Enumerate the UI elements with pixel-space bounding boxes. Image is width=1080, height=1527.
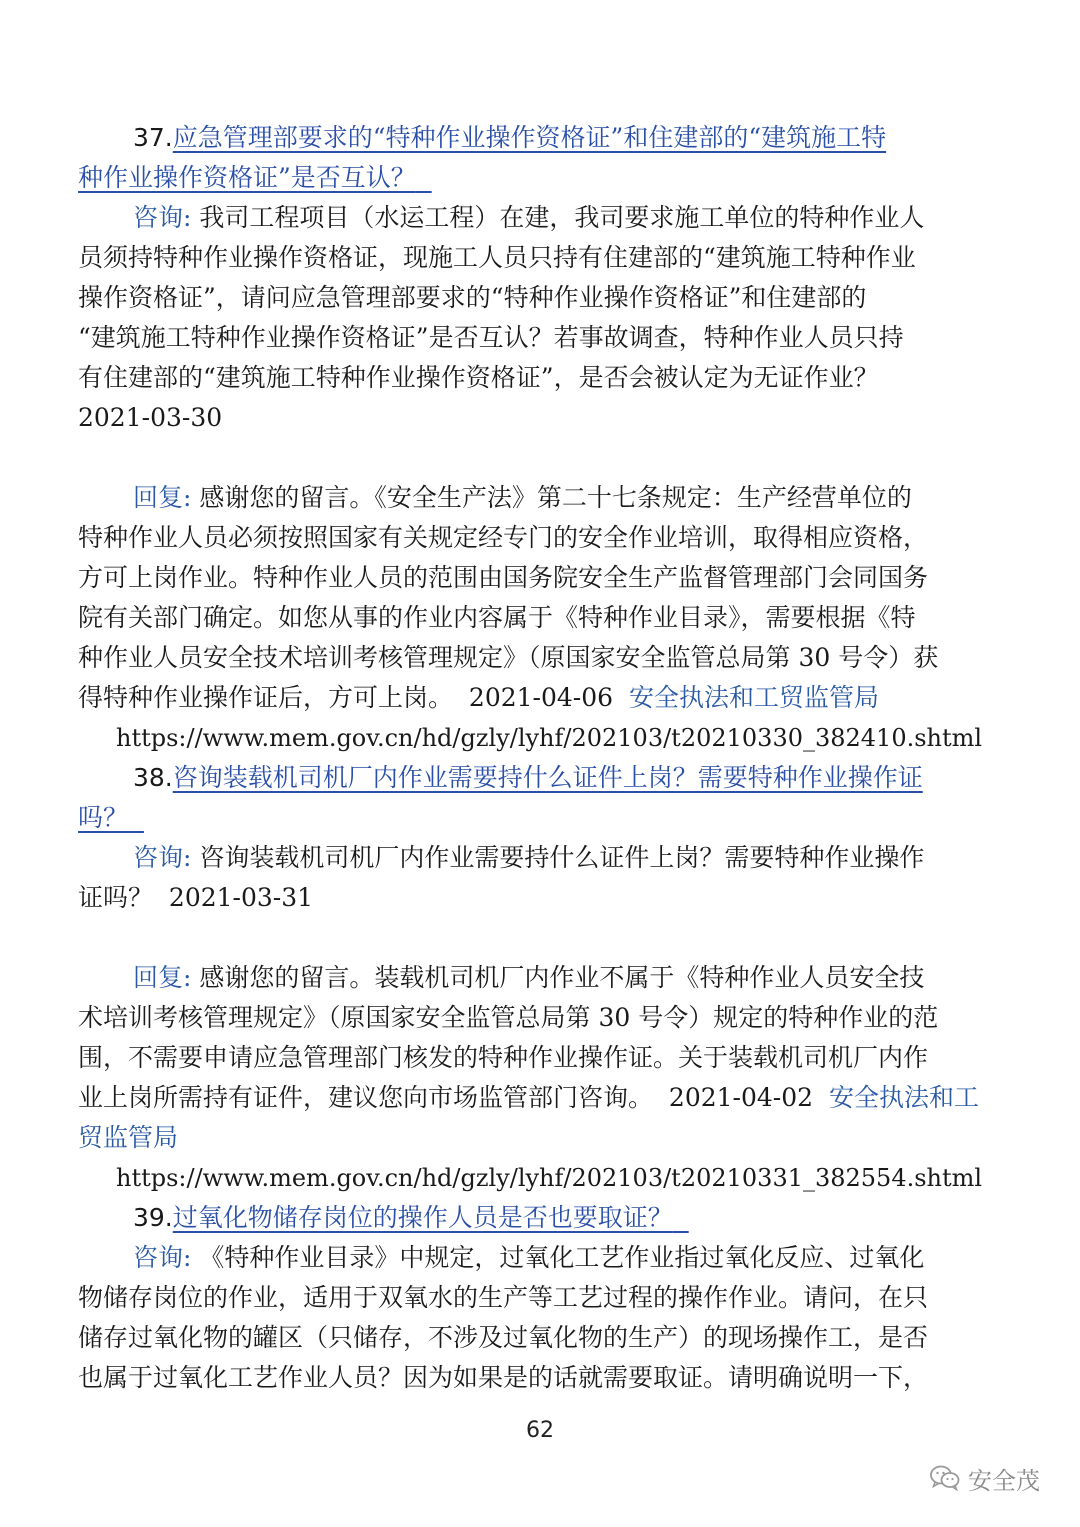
q38-reply-line-3: 围，不需要申请应急管理部门核发的特种作业操作证。关于装载机司机厂内作 [78, 1043, 929, 1072]
q37-reply-line-4: 院有关部门确定。如您从事的作业内容属于《特种作业目录》，需要根据《特 [78, 603, 916, 632]
q38-reply-line-5 [78, 1118, 1008, 1158]
q38-reply-text: 感谢您的留言。装载机司机厂内作业不属于《特种作业人员安全技 [199, 963, 925, 992]
q38-reply-dept-cont: 贸监管局 [78, 1123, 179, 1152]
q38-reply-line-2: 术培训考核管理规定》（原国家安全监管总局第 30 号令）规定的特种作业的范 [78, 1003, 939, 1032]
q37-consult-text: 我司工程项目（水运工程）在建，我司要求施工单位的特种作业人 [199, 203, 925, 232]
q37-title-link-cont[interactable]: 种作业操作资格证”是否互认？ [78, 163, 416, 192]
q39-title-link[interactable]: 过氧化物储存岗位的操作人员是否也要取证？ [172, 1203, 673, 1232]
q39-consult-line-4: 也属于过氧化工艺作业人员？因为如果是的话就需要取证。请明确说明一下， [78, 1363, 929, 1392]
q37-reply-dept: 安全执法和工贸监管局 [628, 683, 879, 712]
q37-reply-line-6 [78, 678, 1008, 718]
q38-reply-line-4 [78, 1078, 1008, 1118]
q37-title-line-2 [78, 158, 1008, 198]
q37-consult-label: 咨询: [133, 203, 192, 232]
q37-source-url[interactable]: https://www.mem.gov.cn/hd/gzly/lyhf/202103/t20210330_382410.shtml [116, 724, 983, 752]
q38-consult-text-end: 证吗？ [78, 883, 154, 912]
q37-reply-label: 回复: [133, 483, 192, 512]
q37-title-line-1 [133, 118, 1063, 158]
q37-consult-line-4: “建筑施工特种作业操作资格证”是否互认？若事故调查，特种作业人员只持 [78, 323, 904, 352]
q37-reply-date: 2021-04-06 [468, 683, 614, 712]
q37-reply-text-end: 得特种作业操作证后，方可上岗。 [78, 683, 454, 712]
q38-consult-line-2 [78, 878, 1008, 918]
q37-reply-line-1 [133, 478, 1063, 518]
q37-consult-line-1 [133, 198, 1063, 238]
q37-consult-line-5: 有住建部的“建筑施工特种作业操作资格证”，是否会被认定为无证作业？ [78, 363, 879, 392]
q39-consult-line-1 [133, 1238, 1063, 1278]
q38-consult-text: 咨询装载机司机厂内作业需要持什么证件上岗？需要特种作业操作 [199, 843, 925, 872]
q38-consult-line-1 [133, 838, 1063, 878]
q39-number: 39. [133, 1203, 173, 1232]
q38-reply-dept: 安全执法和工 [828, 1083, 979, 1112]
watermark [930, 1458, 1040, 1498]
q38-reply-label: 回复: [133, 963, 192, 992]
q38-title-line-1 [133, 758, 1063, 798]
q37-number: 37. [133, 123, 173, 152]
q38-reply-line-1 [133, 958, 1063, 998]
q38-reply-date: 2021-04-02 [668, 1083, 814, 1112]
q39-consult-line-3: 储存过氧化物的罐区（只储存，不涉及过氧化物的生产）的现场操作工，是否 [78, 1323, 929, 1352]
q37-title-link[interactable]: 应急管理部要求的“特种作业操作资格证”和住建部的“建筑施工特 [172, 123, 887, 152]
q38-consult-label: 咨询: [133, 843, 192, 872]
q37-reply-text: 感谢您的留言。《安全生产法》第二十七条规定：生产经营单位的 [199, 483, 912, 512]
q38-title-link-cont[interactable]: 吗？ [78, 803, 129, 832]
q38-number: 38. [133, 763, 173, 792]
wechat-icon [930, 1465, 960, 1491]
q38-title-line-2 [78, 798, 1008, 838]
q37-reply-line-5: 种作业人员安全技术培训考核管理规定》（原国家安全监管总局第 30 号令）获 [78, 643, 939, 672]
watermark-text: 安全茂 [968, 1466, 1040, 1495]
q39-consult-text: 《特种作业目录》中规定，过氧化工艺作业指过氧化反应、过氧化 [199, 1243, 925, 1272]
q38-title-link[interactable]: 咨询装载机司机厂内作业需要持什么证件上岗？需要特种作业操作证 [172, 763, 923, 792]
page-number: 62 [526, 1418, 554, 1443]
q37-consult-line-2: 员须持特种作业操作资格证，现施工人员只持有住建部的“建筑施工特种作业 [78, 243, 916, 272]
q37-consult-line-3: 操作资格证”，请问应急管理部要求的“特种作业操作资格证”和住建部的 [78, 283, 867, 312]
q39-consult-line-2: 物储存岗位的作业，适用于双氧水的生产等工艺过程的操作作业。请问，在只 [78, 1283, 929, 1312]
q39-consult-label: 咨询: [133, 1243, 192, 1272]
q38-consult-date: 2021-03-31 [168, 883, 314, 912]
q38-source-url[interactable]: https://www.mem.gov.cn/hd/gzly/lyhf/202103/t20210331_382554.shtml [116, 1164, 983, 1192]
q39-title-line-1 [133, 1198, 1063, 1238]
q37-consult-date: 2021-03-30 [78, 403, 223, 432]
q37-reply-line-2: 特种作业人员必须按照国家有关规定经专门的安全作业培训，取得相应资格， [78, 523, 929, 552]
q37-reply-line-3: 方可上岗作业。特种作业人员的范围由国务院安全生产监督管理部门会同国务 [78, 563, 929, 592]
q38-reply-text-end: 业上岗所需持有证件，建议您向市场监管部门咨询。 [78, 1083, 654, 1112]
